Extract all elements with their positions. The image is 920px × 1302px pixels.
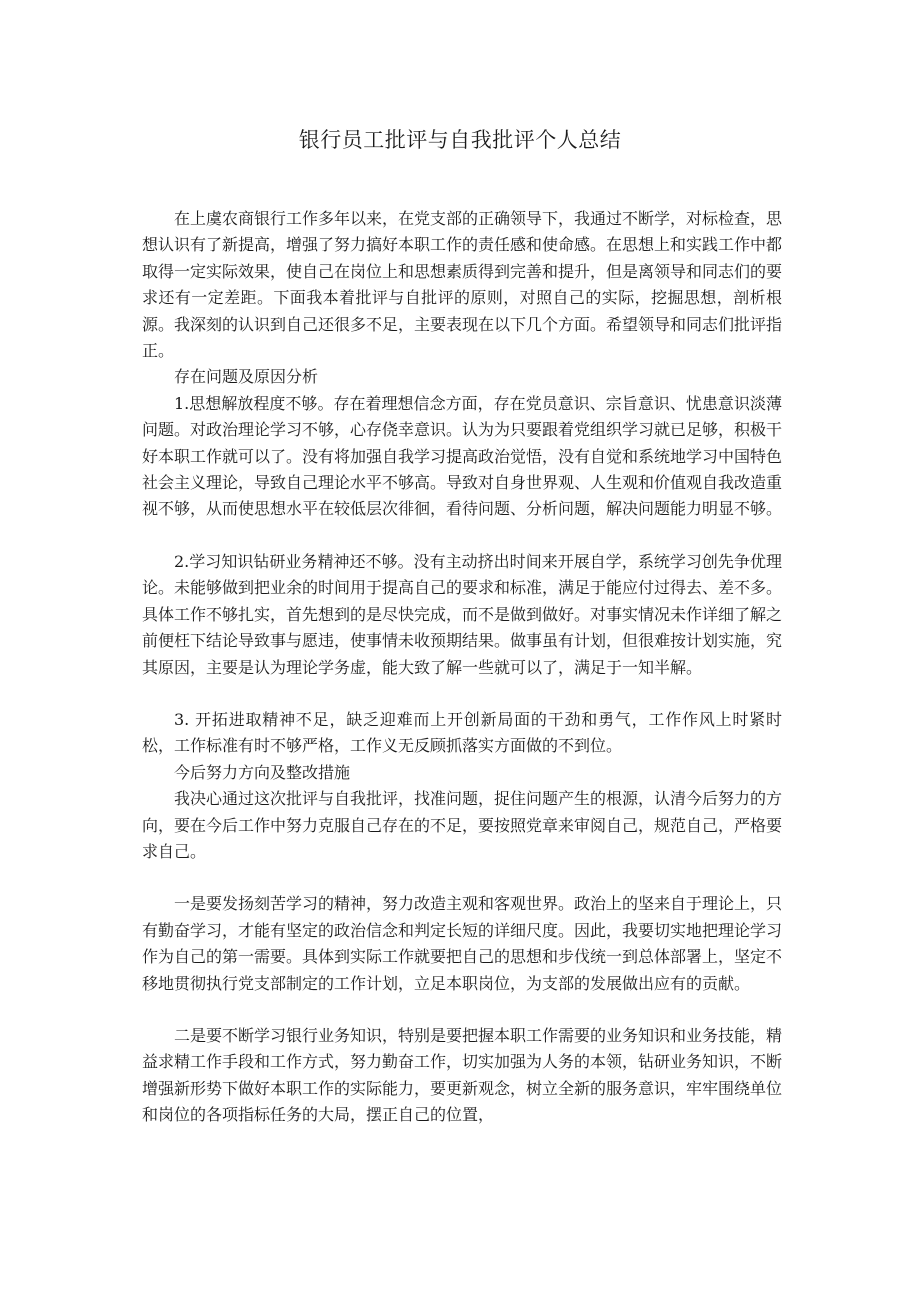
resolve-paragraph: 我决心通过这次批评与自我批评，找准问题，捉住问题产生的根源，认清今后努力的方向，要在今后工作中努力克服自己存在的不足，要按照党章来审阅自己，规范自己，严格要求自己。 (142, 789, 783, 861)
section-heading-measures: 今后努力方向及整改措施 (174, 762, 351, 782)
problem-2-paragraph: 2.学习知识钻研业务精神还不够。没有主动挤出时间来开展自学，系统学习创先争优理论。未能够做到把业余的时间用于提高自己的要求和标准，满足于能应付过得去、差不多。具体工作不够扎实，首先想到的是尽快完成，而不是做到做好。对事实情况未作详细了解之前便枉下结论导致事与愿违，使事情未收预期结果。做事虽有计划，但很难按计划实施，究其原因，主要是认为理论学务虚，能大致了解一些就可以了，满足于一知半解。 (142, 551, 783, 677)
measure-2-paragraph: 二是要不断学习银行业务知识，特别是要把握本职工作需要的业务知识和业务技能，精益求精工作手段和工作方式，努力勤奋工作，切实加强为人务的本领，钻研业务知识，不断增强新形势下做好本职工作的实际能力，要更新观念，树立全新的服务意识，牢牢围绕单位和岗位的各项指标任务的大局，摆正自己的位置， (142, 1025, 783, 1125)
intro-paragraph: 在上虞农商银行工作多年以来，在党支部的正确领导下，我通过不断学，对标检查，思想认识有了新提高，增强了努力搞好本职工作的责任感和使命感。在思想上和实践工作中都取得一定实际效果，使自己在岗位上和思想素质得到完善和提升，但是离领导和同志们的要求还有一定差距。下面我本着批评与自批评的原则，对照自己的实际，挖掘思想，剖析根源。我深刻的认识到自己还很多不足，主要表现在以下几个方面。希望领导和同志们批评指正。 (142, 209, 783, 361)
problem-1-paragraph: 1.思想解放程度不够。存在着理想信念方面，存在党员意识、宗旨意识、忧患意识淡薄问题。对政治理论学习不够，心存侥幸意识。认为为只要跟着党组织学习就已足够，积极干好本职工作就可以了。没有将加强自我学习提高政治觉悟，没有自觉和系统地学习中国特色社会主义理论，导致自己理论水平不够高。导致对自身世界观、人生观和价值观自我改造重视不够，从而使思想水平在较低层次徘徊，看待问题、分析问题，解决问题能力明显不够。 (142, 393, 783, 519)
document-body (142, 206, 782, 1129)
measure-1-paragraph: 一是要发扬刻苦学习的精神，努力改造主观和客观世界。政治上的坚来自于理论上，只有勤奋学习，才能有坚定的政治信念和判定长短的详细尺度。因此，我要切实地把理论学习作为自己的第一需要。具体到实际工作就要把自己的思想和步伐统一到总体部署上，坚定不移地贯彻执行党支部制定的工作计划，立足本职岗位，为支部的发展做出应有的贡献。 (142, 894, 783, 993)
problem-3-paragraph: 3. 开拓进取精神不足，缺乏迎难而上开创新局面的干劲和勇气，工作作风上时紧时松，工作标准有时不够严格，工作义无反顾抓落实方面做的不到位。 (142, 709, 782, 756)
document-title: 银行员工批评与自我批评个人总结 (298, 128, 622, 152)
section-heading-problems: 存在问题及原因分析 (174, 367, 319, 387)
